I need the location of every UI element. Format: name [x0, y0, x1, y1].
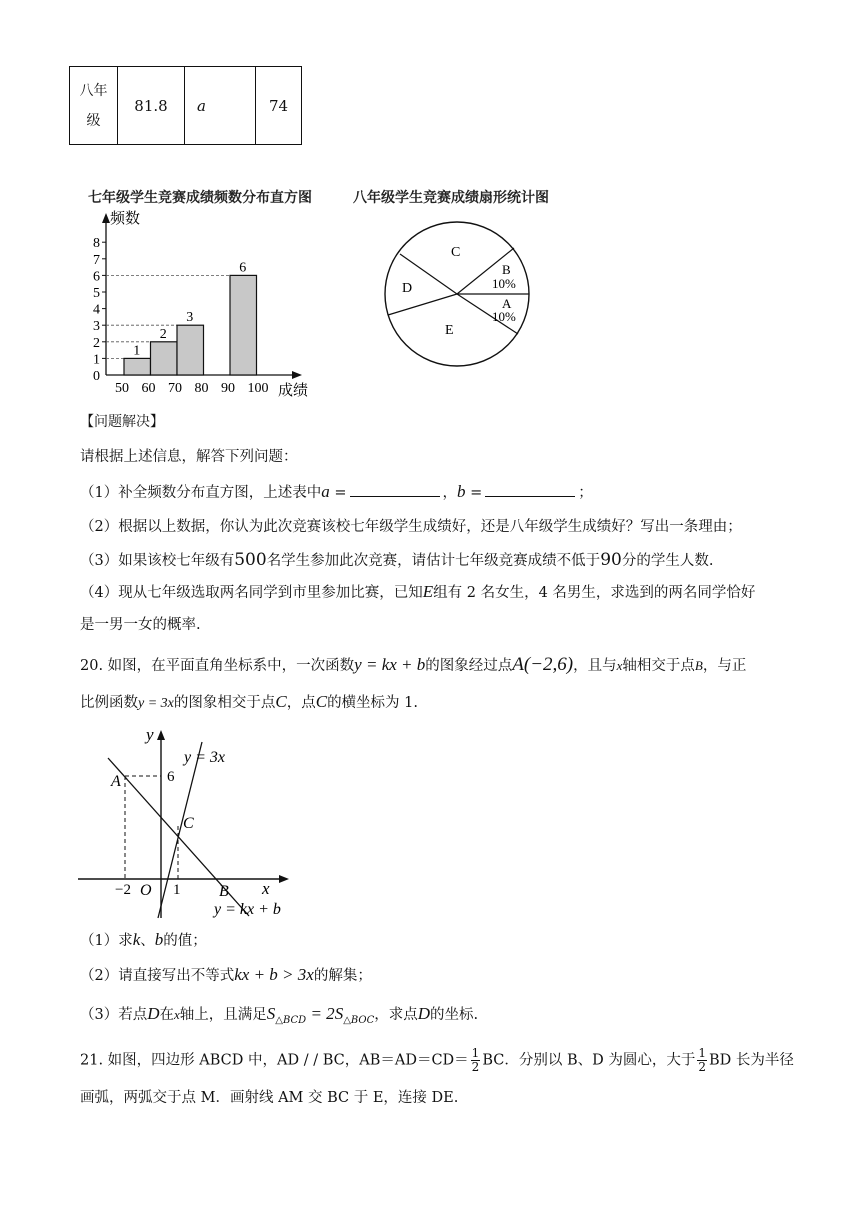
grade-line1: 八年 [79, 82, 108, 99]
label-y-axis: y [146, 725, 154, 744]
hist-y-tick-label: 2 [93, 335, 100, 351]
pie-label-a: A [502, 296, 512, 311]
hist-x-tick-label: 100 [247, 381, 269, 396]
q19-part3: （3）如果该校七年级有500名学生参加此次竞赛，请估计七年级竞赛成绩不低于90分的学生人数. [80, 550, 714, 570]
pie-label-d: D [402, 281, 413, 296]
label-y-kx-b: y = kx + b [214, 901, 281, 918]
hist-x-tick-label: 80 [194, 381, 209, 396]
label-point-c: C [183, 815, 194, 832]
grade-cell [70, 67, 118, 145]
hist-bar [151, 342, 178, 375]
section-header: 【问题解决】 [80, 414, 164, 430]
label-six: 6 [167, 769, 175, 785]
hist-bar-label: 1 [133, 343, 141, 359]
hist-bar-label: 2 [159, 326, 167, 342]
median-cell: a [185, 67, 256, 145]
pie-percent-b: 10% [492, 276, 516, 291]
hist-y-tick-label: 4 [93, 302, 100, 318]
hist-x-arrow [292, 371, 302, 379]
q19-part4: （4）现从七年级选取两名同学到市里参加比赛，已知E组有 2 名女生，4 名男生，求选到的两名同学恰好 [80, 582, 756, 601]
hist-y-tick-label: 7 [93, 252, 100, 268]
q20-sub2: （2）请直接写出不等式kx + b > 3x的解集； [80, 965, 372, 984]
label-y-3x: y = 3x [184, 749, 225, 766]
hist-x-tick-label: 50 [115, 381, 129, 396]
histogram-chart [84, 205, 324, 400]
q21-line1: 21. 如图，四边形 ABCD 中，AD / / BC，AB＝AD＝CD＝ $\frac{1}{2}$ BC．分别以 B、D 为圆心，大于 $\frac{1}{2}$ BD 长为半径 [80, 1046, 794, 1074]
hist-x-tick-label: 70 [168, 381, 182, 396]
histogram-caption: 七年级学生竞赛成绩频数分布直方图 [88, 190, 312, 206]
mode-cell: 74 [256, 67, 302, 145]
fraction-half-2: $\frac{1}{2}$ [698, 1046, 706, 1074]
hist-y-tick-label: 6 [93, 269, 100, 285]
q20-line2: 比例函数y = 3x的图象相交于点C，点C的横坐标为 1. [80, 692, 419, 711]
hist-bar [177, 325, 204, 375]
fraction-half-1: $\frac{1}{2}$ [471, 1046, 480, 1074]
hist-y-tick-label: 0 [93, 369, 100, 384]
q20-line1: 20. 如图，在平面直角坐标系中，一次函数y = kx + b的图象经过点A(−2,6)，且与x轴相交于点B，与正 [80, 654, 747, 675]
q20-sub1: （1）求k、b的值； [80, 930, 207, 949]
hist-x-tick-label: 60 [141, 381, 156, 396]
hist-y-tick-label: 5 [93, 286, 100, 301]
q21-line2: 画弧，两弧交于点 M．画射线 AM 交 BC 于 E，连接 DE. [80, 1090, 459, 1106]
coordinate-figure [75, 722, 295, 922]
table-row [70, 67, 302, 145]
y-axis-arrow [157, 730, 165, 740]
answer-blank-a[interactable] [350, 482, 440, 497]
q20-sub3: （3）若点D在x轴上，且满足$S_{\triangle BCD} = 2S_{\triangle BOC}$，求点D的坐标. [80, 1004, 479, 1026]
intro-text: 请根据上述信息，解答下列问题： [80, 449, 298, 465]
label-point-b: B [219, 883, 229, 900]
label-neg-two: −2 [115, 882, 131, 898]
score-table [69, 66, 302, 145]
grade-line2: 级 [86, 112, 101, 129]
hist-bar [230, 275, 257, 375]
label-origin: O [140, 882, 152, 899]
answer-blank-b[interactable] [485, 482, 575, 497]
hist-y-tick-label: 8 [93, 236, 100, 252]
hist-y-arrow [102, 213, 110, 223]
mean-cell: 81.8 [118, 67, 185, 145]
hist-bar-label: 6 [239, 260, 247, 276]
pie-label-e: E [445, 323, 454, 338]
hist-y-tick-label: 3 [93, 319, 100, 335]
q19-part4-line2: 是一男一女的概率. [80, 617, 201, 633]
hist-y-tick-label: 1 [93, 352, 100, 368]
hist-bar-label: 3 [186, 310, 194, 326]
hist-bar [124, 358, 151, 375]
label-point-a: A [111, 773, 121, 790]
q19-part2: （2）根据以上数据，你认为此次竞赛该校七年级学生成绩好，还是八年级学生成绩好？写出一条理由； [80, 519, 742, 535]
pie-divider-de [388, 294, 457, 315]
hist-y-label: 频数 [110, 211, 141, 227]
label-one: 1 [173, 882, 181, 898]
q19-part1: （1）补全频数分布直方图，上述表中a = ，b = ； [80, 482, 593, 501]
hist-x-label: 成绩 [278, 383, 309, 399]
hist-x-tick-label: 90 [221, 381, 235, 396]
pie-chart [380, 212, 540, 380]
pie-percent-a: 10% [492, 309, 516, 324]
x-axis-arrow [279, 875, 289, 883]
pie-label-b: B [502, 262, 511, 277]
pie-label-c: C [451, 245, 461, 260]
pie-caption: 八年级学生竞赛成绩扇形统计图 [353, 190, 549, 206]
label-x-axis: x [262, 879, 270, 898]
histogram-plot [93, 210, 308, 399]
